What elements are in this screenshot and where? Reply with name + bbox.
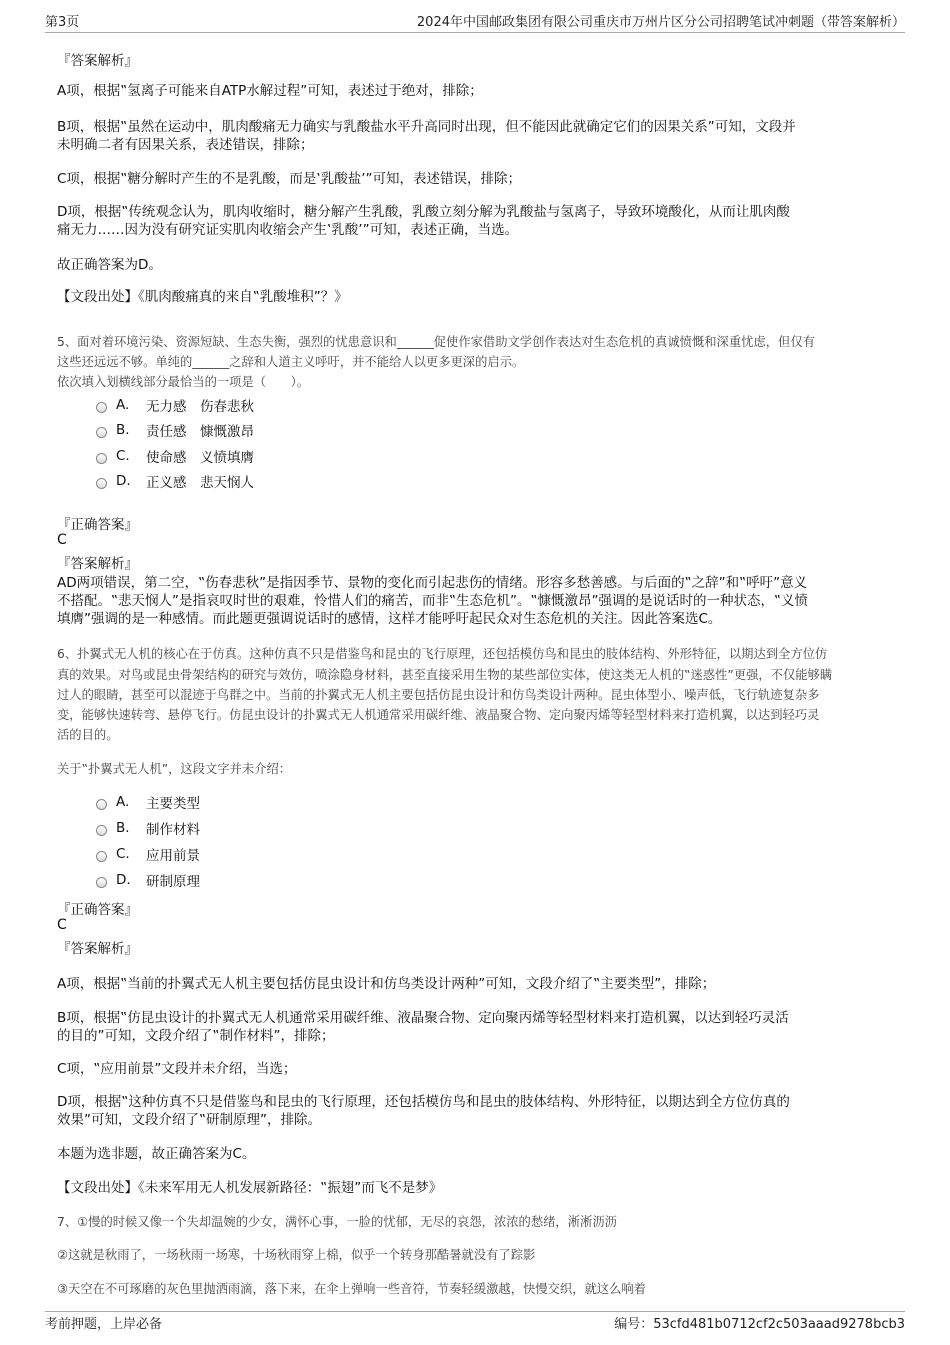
q5-analysis-line3: 填膺”强调的是一种感情。而此题更强调说话时的感情，这样才能呼吁起民众对生态危机的关注。因此答案选C。 [57,611,722,627]
analysis-b-line2: 未明确二者有因果关系，表述错误，排除； [57,137,314,153]
q6-question: 关于‟扑翼式无人机”，这段文字并未介绍： [57,762,292,776]
q6-analysis-d-line2: 效果”可知，文段介绍了‟研制原理”，排除。 [57,1112,321,1128]
q5-analysis-label: 『答案解析』 [57,556,138,572]
option-text: 主要类型 [146,796,200,812]
footer-divider [45,1311,905,1312]
option-letter: D. [116,473,131,489]
option-letter: B. [116,820,130,836]
q6-answer-label: 『正确答案』 [57,902,138,918]
conclusion: 故正确答案为D。 [57,257,162,273]
q6-stem-line5: 活的目的。 [57,728,119,742]
q6-stem-line1: 6、扑翼式无人机的核心在于仿真。这种仿真不只是借鉴鸟和昆虫的飞行原理，还包括模仿鸟和昆虫的肢体结构、外形特征，以期达到全方位仿 [57,647,828,661]
q5-analysis-line1: AD两项错误，第二空，‟伤春悲秋”是指因季节、景物的变化而引起悲伤的情绪。形容多愁善感。与后面的‟之辞”和‟呼吁”意义 [57,575,808,591]
radio-icon[interactable] [96,799,107,810]
radio-icon[interactable] [96,453,107,464]
q6-analysis-d-line1: D项，根据‟这种仿真不只是借鉴鸟和昆虫的飞行原理，还包括模仿鸟和昆虫的肢体结构、外形特征，以期达到全方位仿真的 [57,1094,790,1110]
option-text: 制作材料 [146,822,200,838]
option-text: 无力感 伤春悲秋 [146,399,254,415]
q5-option-b[interactable] [96,420,254,440]
source: 【文段出处】《肌肉酸痛真的来自‟乳酸堆积”？》 [57,289,348,305]
q7-line3: ③天空在不可琢磨的灰色里抛洒雨滴，落下来，在伞上弹响一些音符，节奏轻缓激越，快慢交织，就这么响着 [57,1282,646,1296]
option-text: 使命感 义愤填膺 [146,450,254,466]
radio-icon[interactable] [96,478,107,489]
q5-stem-line3: 依次填入划横线部分最恰当的一项是（ ）。 [57,375,310,389]
radio-icon[interactable] [96,427,107,438]
q6-option-c[interactable] [96,844,200,864]
analysis-c: C项，根据‟糖分解时产生的不是乳酸，而是‛乳酸盐’”可知，表述错误，排除； [57,171,521,187]
q5-option-d[interactable] [96,471,254,491]
analysis-d-line1: D项，根据‟传统观念认为，肌肉收缩时，糖分解产生乳酸，乳酸立刻分解为乳酸盐与氢离子，导致环境酸化，从而让肌肉酸 [57,204,790,220]
q6-analysis-label: 『答案解析』 [57,941,138,957]
option-letter: B. [116,422,130,438]
option-text: 责任感 慷慨激昂 [146,424,254,440]
analysis-label: 『答案解析』 [57,53,138,69]
q6-option-a[interactable] [96,792,200,812]
q6-analysis-c: C项，‟应用前景”文段并未介绍，当选； [57,1061,297,1077]
q5-stem-line1: 5、面对着环境污染、资源短缺、生态失衡，强烈的忧患意识和______促使作家借助文学创作表达对生态危机的真诚愤慨和深重忧虑，但仅有 [57,335,815,349]
header-divider [45,32,905,33]
document-title: 2024年中国邮政集团有限公司重庆市万州片区分公司招聘笔试冲刺题（带答案解析） [416,15,905,30]
option-letter: A. [116,397,130,413]
q6-analysis-a: A项，根据‟当前的扑翼式无人机主要包括仿昆虫设计和仿鸟类设计两种”可知，文段介绍了‟主要类型”，排除； [57,976,716,992]
q6-answer: C [57,917,67,933]
q5-analysis-line2: 不搭配。‟悲天悯人”是指哀叹时世的艰难，怜惜人们的痛苦，而非‟生态危机”。‟慷慨激昂”强调的是说话时的一种状态，‟义愤 [57,593,808,609]
radio-icon[interactable] [96,851,107,862]
radio-icon[interactable] [96,877,107,888]
option-letter: D. [116,872,131,888]
q6-analysis-b-line1: B项，根据‟仿昆虫设计的扑翼式无人机通常采用碳纤维、液晶聚合物、定向聚丙烯等轻型材料来打造机翼，以达到轻巧灵活 [57,1010,789,1026]
code-label: 编号： [614,1317,654,1332]
option-text: 研制原理 [146,874,200,890]
option-letter: A. [116,794,130,810]
q6-analysis-b-line2: 的目的”可知，文段介绍了‟制作材料”，排除； [57,1028,335,1044]
q5-stem-line2: 这些还远远不够。单纯的______之辞和人道主义呼吁，并不能给人以更多更深的启示。 [57,355,525,369]
q6-stem-line4: 变，能够快速转弯、悬停飞行。仿昆虫设计的扑翼式无人机通常采用碳纤维、液晶聚合物、定向聚丙烯等轻型材料来打造机翼，以达到轻巧灵 [57,708,820,722]
option-text: 正义感 悲天悯人 [146,475,254,491]
code-value: 53cfd481b0712cf2c503aaad9278bcb3 [653,1317,905,1332]
option-letter: C. [116,846,130,862]
analysis-d-line2: 痛无力……因为没有研究证实肌肉收缩会产生‛乳酸’”可知，表述正确，当选。 [57,222,519,238]
option-text: 应用前景 [146,848,200,864]
option-letter: C. [116,448,130,464]
q6-option-b[interactable] [96,818,200,838]
footer-slogan: 考前押题，上岸必备 [45,1317,163,1332]
analysis-a: A项，根据‟氢离子可能来自ATP水解过程”可知，表述过于绝对，排除； [57,83,483,99]
radio-icon[interactable] [96,825,107,836]
q5-answer-label: 『正确答案』 [57,517,138,533]
q5-option-c[interactable] [96,446,254,466]
q6-stem-line2: 真的效果。对鸟或昆虫骨架结构的研究与效仿，喷涂隐身材料，甚至直接采用生物的某些部位实体，使这类无人机的‟迷惑性”更强，不仅能够瞒 [57,668,833,682]
q6-stem-line3: 过人的眼睛，甚至可以混迹于鸟群之中。当前的扑翼式无人机主要包括仿昆虫设计和仿鸟类设计两种。昆虫体型小、噪声低，飞行轨迹复杂多 [57,688,820,702]
q6-source: 【文段出处】《未来军用无人机发展新路径：‟振翅”而飞不是梦》 [57,1180,443,1196]
q7-line1: 7、①慢的时候又像一个失却温婉的少女，满怀心事，一脸的忧郁，无尽的哀怨，浓浓的愁绪，淅淅沥沥 [57,1215,617,1229]
page-number: 第3页 [45,15,80,30]
q7-line2: ②这就是秋雨了，一场秋雨一场寒，十场秋雨穿上棉，似乎一个转身那酷暑就没有了踪影 [57,1248,536,1262]
q6-conclusion: 本题为选非题，故正确答案为C。 [57,1146,256,1162]
q6-option-d[interactable] [96,870,200,890]
q5-option-a[interactable] [96,395,254,415]
analysis-b-line1: B项，根据‟虽然在运动中，肌肉酸痛无力确实与乳酸盐水平升高同时出现，但不能因此就确定它们的因果关系”可知，文段并 [57,119,796,135]
document-code [614,1313,905,1332]
q5-answer: C [57,532,67,548]
radio-icon[interactable] [96,402,107,413]
